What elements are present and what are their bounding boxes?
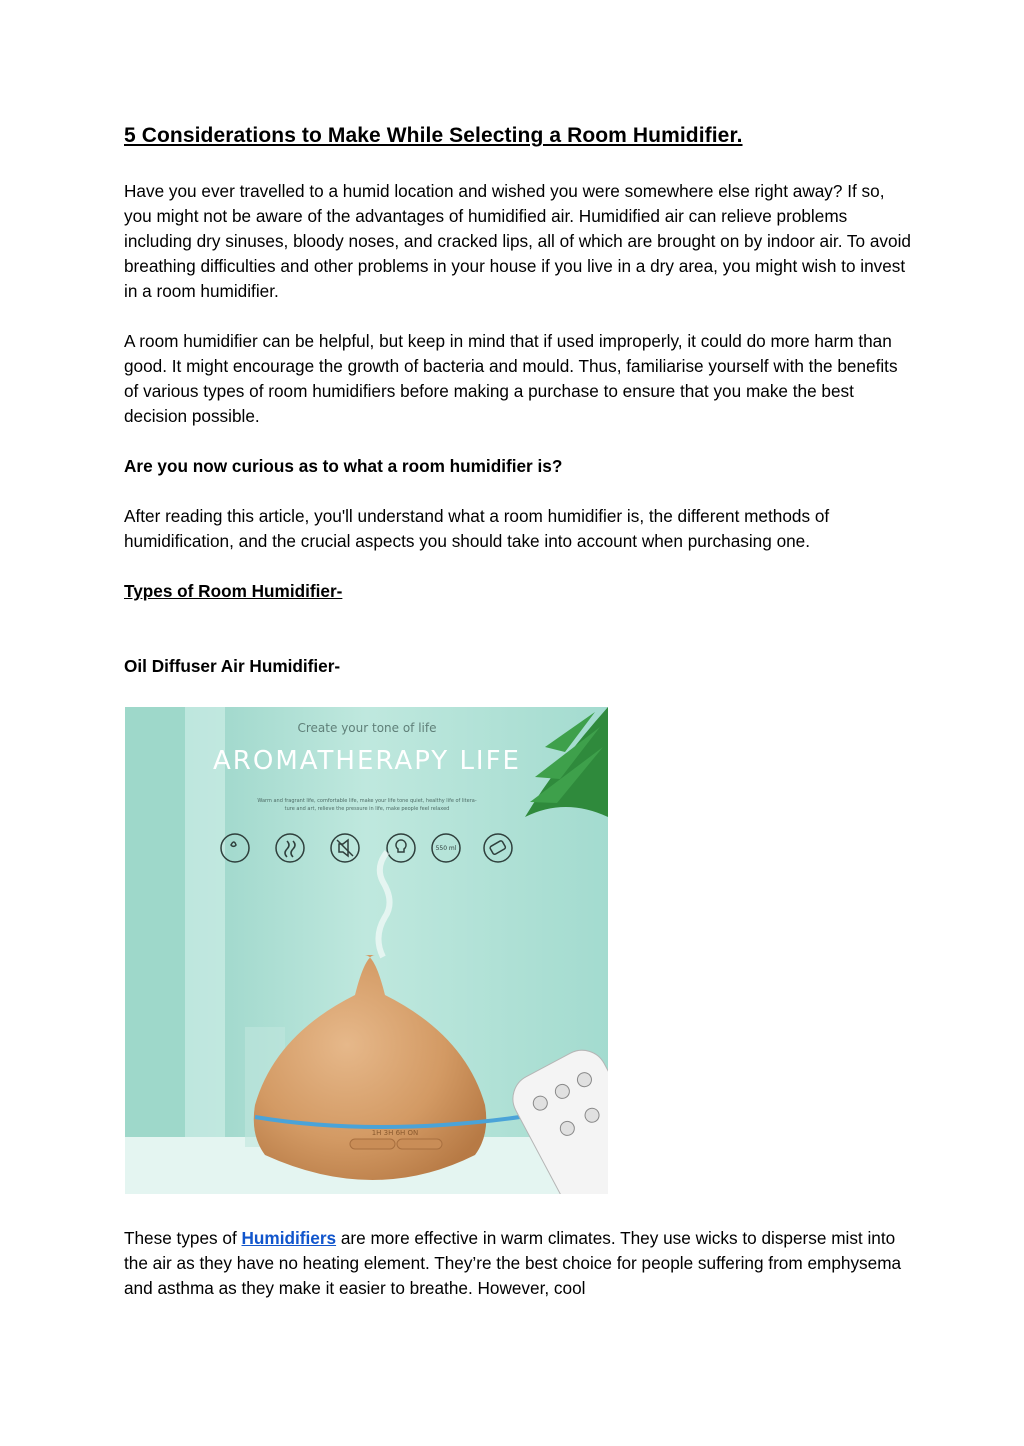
- intro-paragraph: Have you ever travelled to a humid location and wished you were somewhere else right away? If so, you might not be aware of the advantages of humidified air. Humidified air can relieve problems including dry sinuses, bloody noses, and cracked lips, all of which are brought on by indoor air. To avoid breathing difficulties and other problems in your house if you live in a dry area, you might wish to invest in a room humidifier.: [124, 181, 911, 301]
- image-tagline: Create your tone of life: [297, 721, 437, 735]
- types-heading: Types of Room Humidifier-: [124, 581, 343, 601]
- caution-paragraph: A room humidifier can be helpful, but keep in mind that if used improperly, it could do more harm than good. It might encourage the growth of bacteria and mould. Thus, familiarise yourself with the benefits of various types of room humidifiers before making a purchase to ensure that you make the best decision possible.: [124, 331, 898, 426]
- timer-button-right: [397, 1139, 442, 1149]
- para4-text-after: are more effective in warm climates. They use wicks to disperse mist into the air as they have no heating element. They’re the best choice for people suffering from emphysema and asthma as they make it easier to breathe. However, cool: [124, 1228, 902, 1298]
- image-headline: AROMATHERAPY LIFE: [213, 746, 521, 776]
- image-small-text-2: ture and art, relieve the pressure in life, make people feel relaxed: [284, 806, 450, 812]
- oil-diffuser-product-image: [125, 707, 608, 1194]
- timer-button-left: [350, 1139, 395, 1149]
- article-title: 5 Considerations to Make While Selecting a Room Humidifier.: [124, 124, 743, 147]
- oil-diffuser-heading: Oil Diffuser Air Humidifier-: [124, 656, 341, 676]
- overview-paragraph: After reading this article, you'll understand what a room humidifier is, the different methods of humidification, and the crucial aspects you should take into account when purchasing one.: [124, 506, 830, 551]
- para4-text-before: These types of: [124, 1228, 242, 1248]
- wick-humidifier-paragraph: [124, 1226, 914, 1301]
- capacity-badge: 550 ml: [435, 845, 457, 852]
- humidifiers-link[interactable]: Humidifiers: [241, 1228, 337, 1248]
- image-small-text-1: Warm and fragrant life, comfortable life, make your life tone quiet, healthy life of litera-: [257, 798, 477, 804]
- timer-labels: 1H 3H 6H ON: [371, 1129, 419, 1137]
- question-heading: Are you now curious as to what a room humidifier is?: [124, 456, 563, 476]
